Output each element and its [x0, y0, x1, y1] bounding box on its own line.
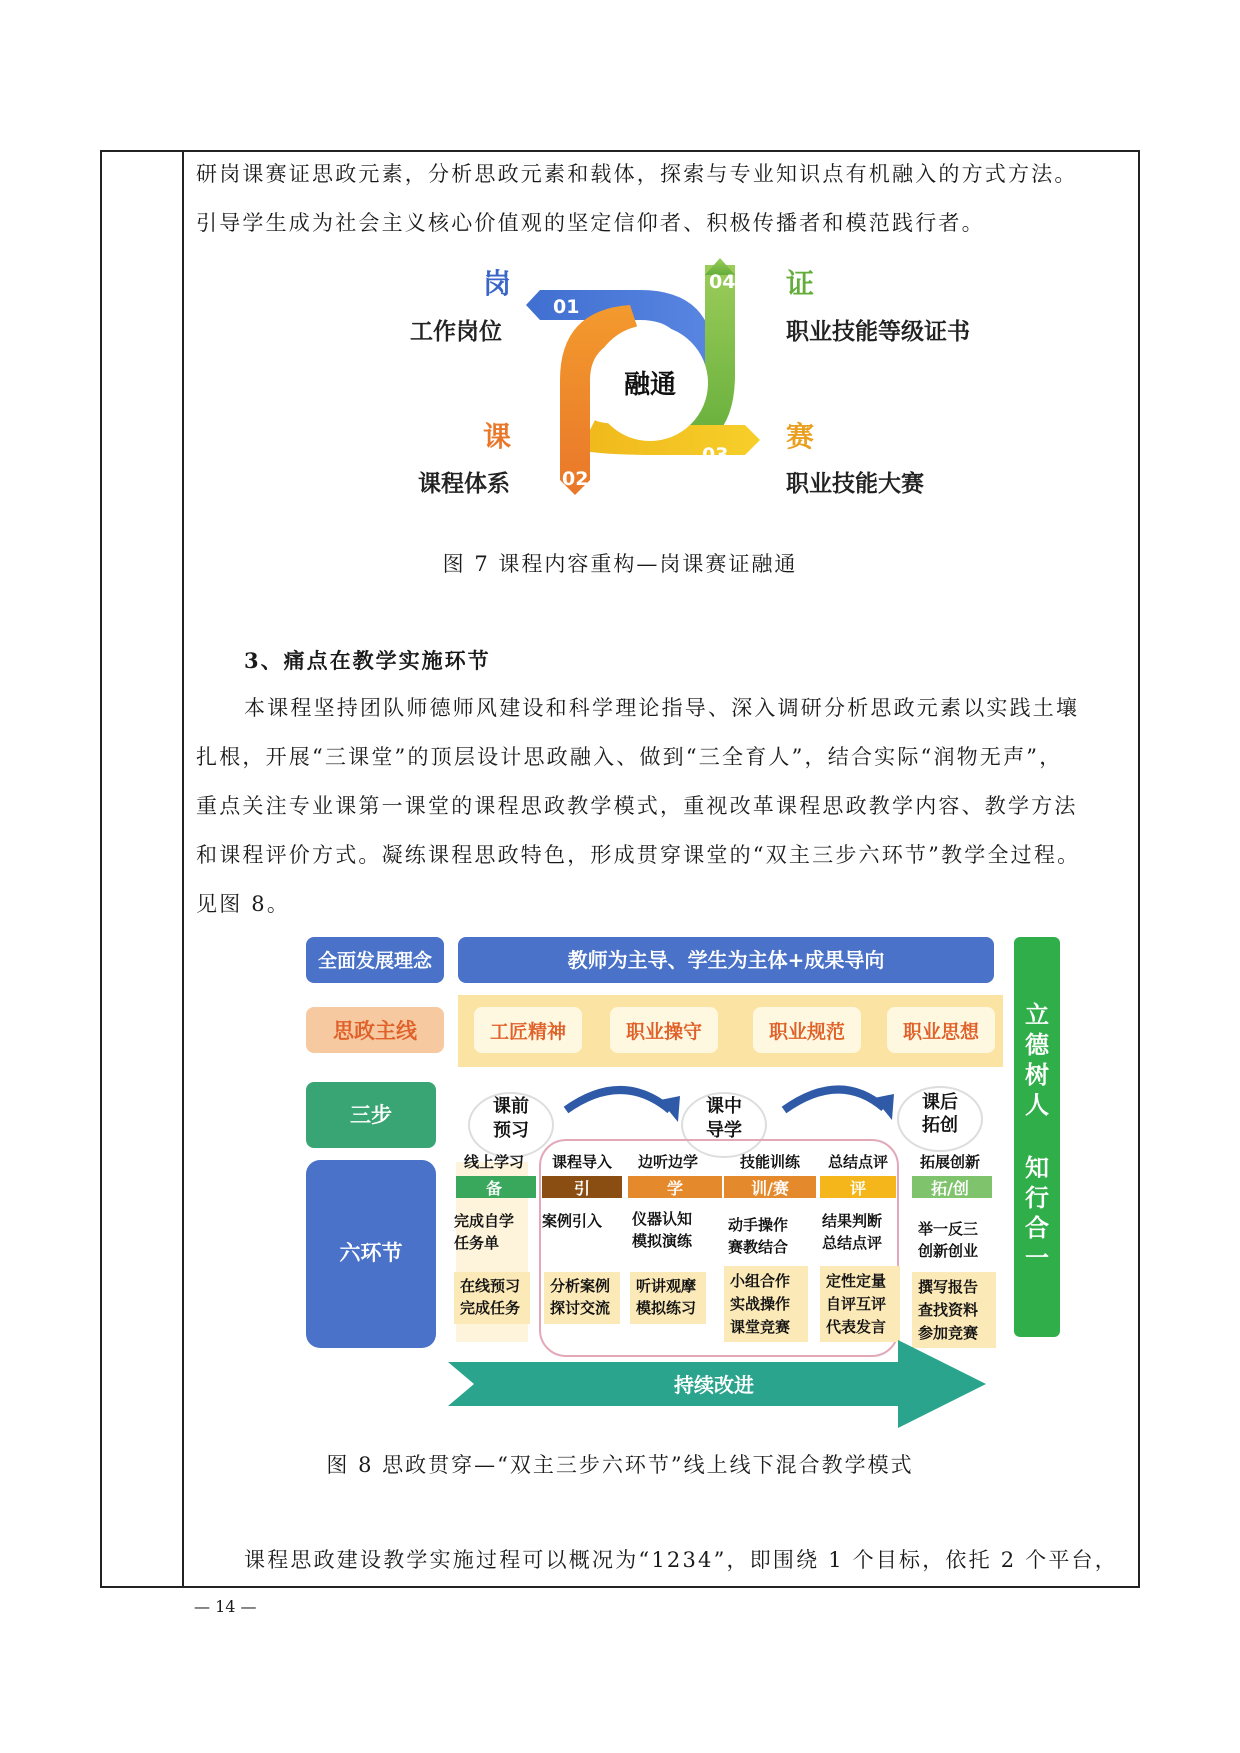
label-zheng: 职业技能等级证书 [786, 319, 970, 345]
figure-label: 线上学习 [463, 1153, 525, 1171]
figure-label: 拓创 [922, 1115, 958, 1136]
figure-label: 探讨交流 [550, 1299, 611, 1317]
label-sai: 职业技能大赛 [786, 471, 924, 497]
figure-label: 实战操作 [730, 1295, 791, 1313]
column-divider [182, 152, 184, 1586]
figure-label: 分析案例 [550, 1277, 611, 1295]
figure-label: 模拟演练 [632, 1232, 693, 1250]
num-04: 04 [709, 271, 736, 293]
body-line: 本课程坚持团队师德师风建设和科学理论指导、深入调研分析思政元素以实践土壤 [244, 696, 1080, 720]
figure-label: 参加竞赛 [918, 1324, 979, 1342]
mainline-item: 职业思想 [902, 1021, 980, 1043]
figure-label: 一 [1025, 1244, 1049, 1272]
figure-label: 课程导入 [551, 1153, 613, 1171]
body-line: 研岗课赛证思政元素，分析思政元素和载体，探索与专业知识点有机融入的方式方法。 [196, 162, 1078, 186]
figure-label: 仪器认知 [632, 1210, 693, 1228]
body-line: 重点关注专业课第一课堂的课程思政教学模式，重视改革课程思政教学内容、教学方法 [196, 794, 1078, 818]
figure-label: 举一反三 [918, 1220, 979, 1238]
section-heading: 3、痛点在教学实施环节 [244, 648, 491, 673]
figure-label: 完成自学 [454, 1212, 515, 1230]
figure-label: 完成任务 [460, 1299, 521, 1317]
figure-label: 预习 [493, 1120, 529, 1141]
body-line: 引导学生成为社会主义核心价值观的坚定信仰者、积极传播者和模范践行者。 [196, 211, 985, 235]
figure-label: 创新创业 [918, 1242, 979, 1260]
figure-label: 拓展创新 [919, 1153, 981, 1171]
figure-label: 学 [666, 1179, 684, 1198]
figure-label: 总结点评 [822, 1234, 883, 1252]
figure-label: 课中 [706, 1096, 742, 1117]
mainline-item: 工匠精神 [489, 1021, 567, 1043]
figure-label: 人 [1025, 1091, 1049, 1119]
num-01: 01 [553, 296, 580, 318]
mainline-item: 职业操守 [625, 1021, 703, 1043]
figure-label: 模拟练习 [636, 1299, 697, 1317]
figure-label: 树 [1025, 1061, 1049, 1089]
figure-label: 任务单 [454, 1234, 500, 1252]
char-ke: 课 [483, 420, 512, 453]
char-zheng: 证 [786, 267, 815, 300]
figure-8-diagram [300, 930, 1070, 1430]
figure-8-caption: 图 8 思政贯穿—“双主三步六环节”线上线下混合教学模式 [326, 1453, 914, 1477]
progress-label: 持续改进 [674, 1373, 754, 1397]
figure-label: 小组合作 [730, 1272, 791, 1290]
page-number: — 14 — [194, 1597, 257, 1616]
body-line: 扎根，开展“三课堂”的顶层设计思政融入、做到“三全育人”，结合实际“润物无声”， [196, 745, 1063, 769]
figure-label: 动手操作 [728, 1216, 789, 1234]
figure-label: 合 [1025, 1214, 1049, 1242]
figure-label: 自评互评 [826, 1295, 887, 1313]
figure-label: 引 [573, 1179, 591, 1198]
label-ke: 课程体系 [418, 471, 510, 497]
fig7-center: 融通 [623, 370, 677, 400]
char-gang: 岗 [483, 267, 512, 300]
figure-7-caption: 图 7 课程内容重构—岗课赛证融通 [442, 552, 798, 576]
body-line: 和课程评价方式。凝练课程思政特色，形成贯穿课堂的“双主三步六环节”教学全过程。 [196, 843, 1081, 867]
figure-label: 课堂竞赛 [730, 1318, 791, 1336]
figure-label: 代表发言 [826, 1318, 887, 1336]
figure-label: 拓/创 [931, 1179, 969, 1198]
figure-label: 知 [1025, 1154, 1049, 1182]
figure-label: 导学 [706, 1120, 742, 1141]
char-sai: 赛 [786, 420, 815, 453]
figure-label: 备 [485, 1179, 503, 1198]
mainline-item: 职业规范 [768, 1021, 846, 1043]
figure-label: 行 [1025, 1184, 1049, 1212]
body-line: 课程思政建设教学实施过程可以概况为“1234”，即围绕 1 个目标，依托 2 个平台， [244, 1548, 1118, 1572]
figure-label: 定性定量 [826, 1272, 887, 1290]
figure-label: 课前 [493, 1096, 529, 1117]
num-03: 03 [702, 444, 729, 466]
three-steps-label: 三步 [350, 1103, 392, 1127]
figure-label: 德 [1025, 1031, 1049, 1059]
num-02: 02 [562, 468, 589, 490]
concept-label: 全面发展理念 [317, 950, 433, 972]
figure-label: 立 [1025, 1001, 1049, 1029]
figure-label: 课后 [922, 1092, 958, 1113]
figure-7-diagram [400, 255, 1020, 505]
figure-label: 边听边学 [637, 1153, 699, 1171]
figure-label: 听讲观摩 [636, 1277, 697, 1295]
figure-label: 训/赛 [751, 1179, 789, 1198]
figure-label: 案例引入 [542, 1212, 603, 1230]
figure-label: 总结点评 [827, 1153, 889, 1171]
concept-text: 教师为主导、学生为主体+成果导向 [567, 948, 885, 972]
figure-label: 赛教结合 [728, 1238, 789, 1256]
figure-label: 在线预习 [460, 1277, 521, 1295]
figure-label: 查找资料 [918, 1301, 979, 1319]
figure-label: 评 [849, 1179, 867, 1198]
figure-label: 撰写报告 [918, 1278, 979, 1296]
mainline-label: 思政主线 [333, 1019, 417, 1043]
body-line: 见图 8。 [196, 892, 291, 916]
figure-label: 技能训练 [739, 1153, 801, 1171]
figure-label: 结果判断 [822, 1212, 883, 1230]
six-links-label: 六环节 [339, 1241, 403, 1265]
label-gang: 工作岗位 [410, 319, 502, 345]
